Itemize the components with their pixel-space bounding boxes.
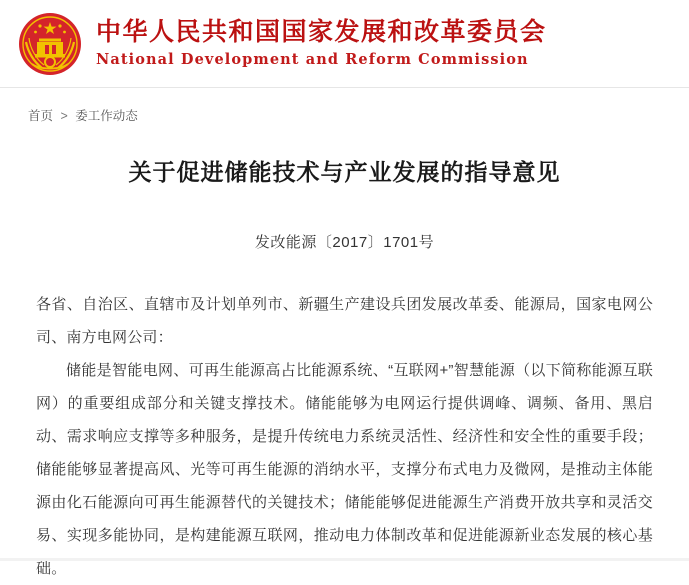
- breadcrumb: [0, 88, 689, 123]
- breadcrumb-home-link[interactable]: 首页: [28, 109, 53, 123]
- paragraph-body-1: 储能是智能电网、可再生能源高占比能源系统、“互联网+”智慧能源（以下简称能源互联网）的重要组成部分和关键支撑技术。储能能够为电网运行提供调峰、调频、备用、黑启动、需求响应支撑等多种服务，是提升传统电力系统灵活性、经济性和安全性的重要手段；储能能够显著提高风、光等可再生能源的消纳水平，支撑分布式电力及微网，是推动主体能源由化石能源向可再生能源替代的关键技术；储能能够促进能源生产消费开放共享和灵活交易、实现多能协同，是构建能源互联网，推动电力体制改革和促进能源新业态发展的核心基础。: [36, 354, 653, 585]
- article-container: [0, 157, 689, 585]
- document-number: 发改能源〔2017〕1701号: [36, 231, 653, 252]
- national-emblem-icon: [18, 12, 82, 76]
- site-header: [0, 0, 689, 88]
- document-body: [36, 288, 653, 585]
- breadcrumb-separator: >: [61, 109, 68, 123]
- breadcrumb-current-link[interactable]: 委工作动态: [75, 109, 138, 123]
- header-title-en: National Development and Reform Commission: [96, 50, 547, 70]
- paragraph-addressees: 各省、自治区、直辖市及计划单列市、新疆生产建设兵团发展改革委、能源局，国家电网公司、南方电网公司：: [36, 288, 653, 354]
- header-title-cn: 中华人民共和国国家发展和改革委员会: [96, 16, 547, 47]
- document-title: 关于促进储能技术与产业发展的指导意见: [36, 157, 653, 189]
- header-text-block: [96, 16, 547, 71]
